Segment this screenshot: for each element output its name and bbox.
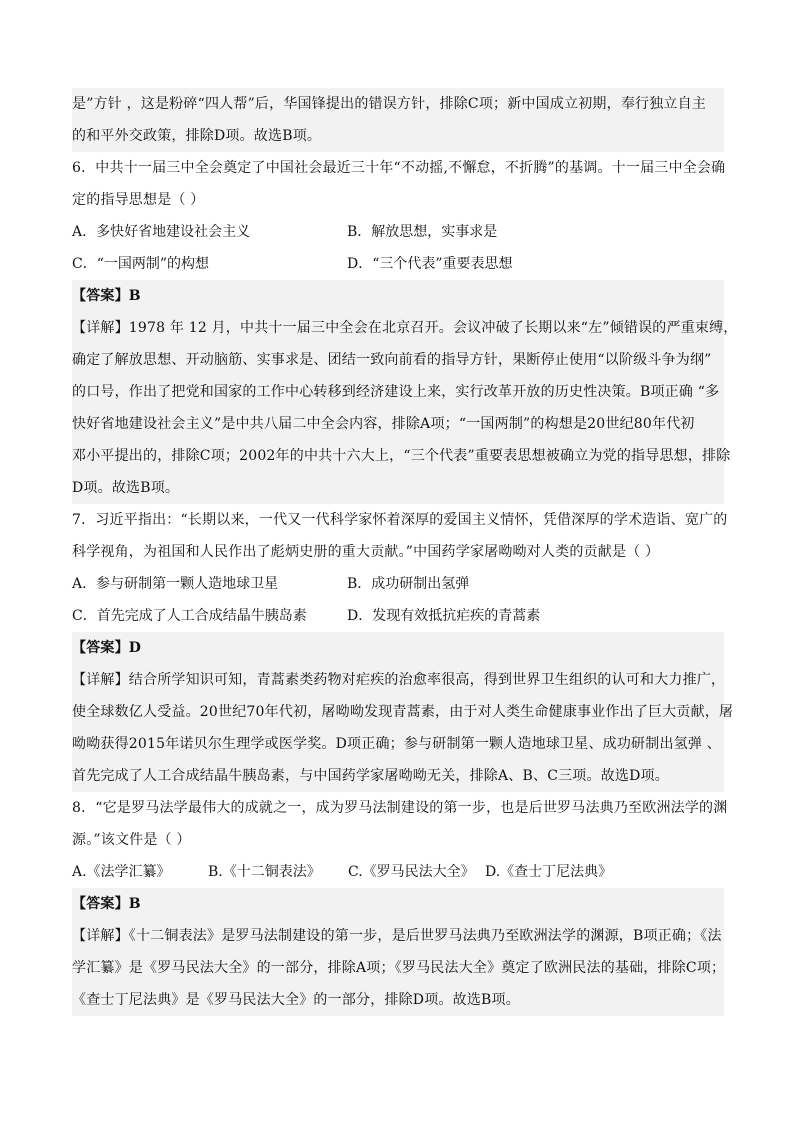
detail-line: 快好省地建设社会主义”是中共八届二中全会内容，排除A项；“一国两制”的构想是20世纪80年代初 [72, 416, 695, 432]
detail-line: 首先完成了人工合成结晶牛胰岛素，与中国药学家屠呦呦无关，排除A、B、C三项。故选D项。 [72, 768, 669, 784]
question-6 [72, 152, 738, 504]
option-d: D.《查士丁尼法典》 [485, 864, 613, 880]
options-row [72, 248, 724, 280]
question-7 [72, 504, 734, 792]
carryover-explanation [72, 88, 724, 152]
question-stem: 科学视角，为祖国和人民作出了彪炳史册的重大贡献。”中国药学家屠呦呦对人类的贡献是（ ） [72, 544, 660, 560]
detail-line: 【详解】1978 年 12 月，中共十一届三中全会在北京召开。会议冲破了长期以来“左”倾错误的严重束缚， [72, 320, 738, 336]
answer-label: 【答案】D [72, 640, 142, 656]
question-stem: 7．习近平指出：“长期以来，一代又一代科学家怀着深厚的爱国主义情怀，凭借深厚的学术造诣、宽广的 [72, 512, 728, 528]
question-stem: 定的指导思想是（ ） [72, 192, 205, 208]
answer-block [72, 632, 734, 792]
text-line: 的和平外交政策，排除D项。故选B项。 [72, 128, 322, 144]
option-b: B．解放思想，实事求是 [347, 224, 498, 240]
detail-line: D项。故选B项。 [72, 480, 180, 496]
detail-line: 邓小平提出的，排除C项；2002年的中共十六大上，“三个代表”重要表思想被确立为党的指导思想，排除 [72, 448, 731, 464]
detail-line: 确定了解放思想、开动脑筋、实事求是、团结一致向前看的指导方针，果断停止使用“以阶级斗争为纲” [72, 352, 712, 368]
detail-line: 使全球数亿人受益。20世纪70年代初，屠呦呦发现青蒿素，由于对人类生命健康事业作出了巨大贡献，屠 [72, 704, 734, 720]
question-stem: 6．中共十一届三中全会奠定了中国社会最近三十年“不动摇,不懈怠，不折腾”的基调。十一届三中全会确 [72, 160, 726, 176]
option-c: C.《罗马民法大全》 [348, 864, 475, 880]
question-8 [72, 792, 728, 1016]
text-line: 是”方针 ，这是粉碎“四人帮”后，华国锋提出的错误方针，排除C项；新中国成立初期，奉行独立自主 [72, 96, 707, 112]
option-a: A.《法学汇纂》 [72, 864, 171, 880]
answer-block [72, 280, 738, 504]
question-stem: 8．“它是罗马法学最伟大的成就之一，成为罗马法制建设的第一步，也是后世罗马法典乃至欧洲法学的渊 [72, 800, 728, 816]
detail-line: 【详解】《十二铜表法》是罗马法制建设的第一步，是后世罗马法典乃至欧洲法学的渊源，B项正确；《法 [72, 928, 722, 944]
option-b: B．成功研制出氢弹 [347, 576, 470, 592]
option-c: C．首先完成了人工合成结晶牛胰岛素 [72, 608, 307, 624]
option-d: D．发现有效抵抗疟疾的青蒿素 [347, 608, 541, 624]
options-row [72, 568, 724, 600]
option-a: A．参与研制第一颗人造地球卫星 [72, 576, 279, 592]
option-c: C．“一国两制”的构想 [72, 256, 210, 272]
question-stem: 源。”该文件是（ ） [72, 832, 191, 848]
option-b: B.《十二铜表法》 [208, 864, 321, 880]
answer-label: 【答案】B [72, 896, 141, 912]
options-row [72, 600, 724, 632]
detail-line: 《查士丁尼法典》是《罗马民法大全》的一部分，排除D项。故选B项。 [72, 992, 520, 1008]
answer-label: 【答案】B [72, 288, 141, 304]
detail-line: 【详解】结合所学知识可知，青蒿素类药物对疟疾的治愈率很高，得到世界卫生组织的认可和大力推广， [72, 672, 726, 688]
detail-line: 的口号，作出了把党和国家的工作中心转移到经济建设上来，实行改革开放的历史性决策。B项正确 “多 [72, 384, 720, 400]
options-row [72, 856, 724, 888]
detail-line: 呦呦获得2015年诺贝尔生理学或医学奖。D项正确；参与研制第一颗人造地球卫星、成功研制出氢弹 、 [72, 736, 721, 752]
option-a: A．多快好省地建设社会主义 [72, 224, 251, 240]
options-row [72, 216, 724, 248]
document-page [72, 88, 738, 1016]
option-d: D．“三个代表”重要表思想 [347, 256, 513, 272]
detail-line: 学汇纂》是《罗马民法大全》的一部分，排除A项；《罗马民法大全》奠定了欧洲民法的基础，排除C项； [72, 960, 726, 976]
answer-block [72, 888, 724, 1016]
